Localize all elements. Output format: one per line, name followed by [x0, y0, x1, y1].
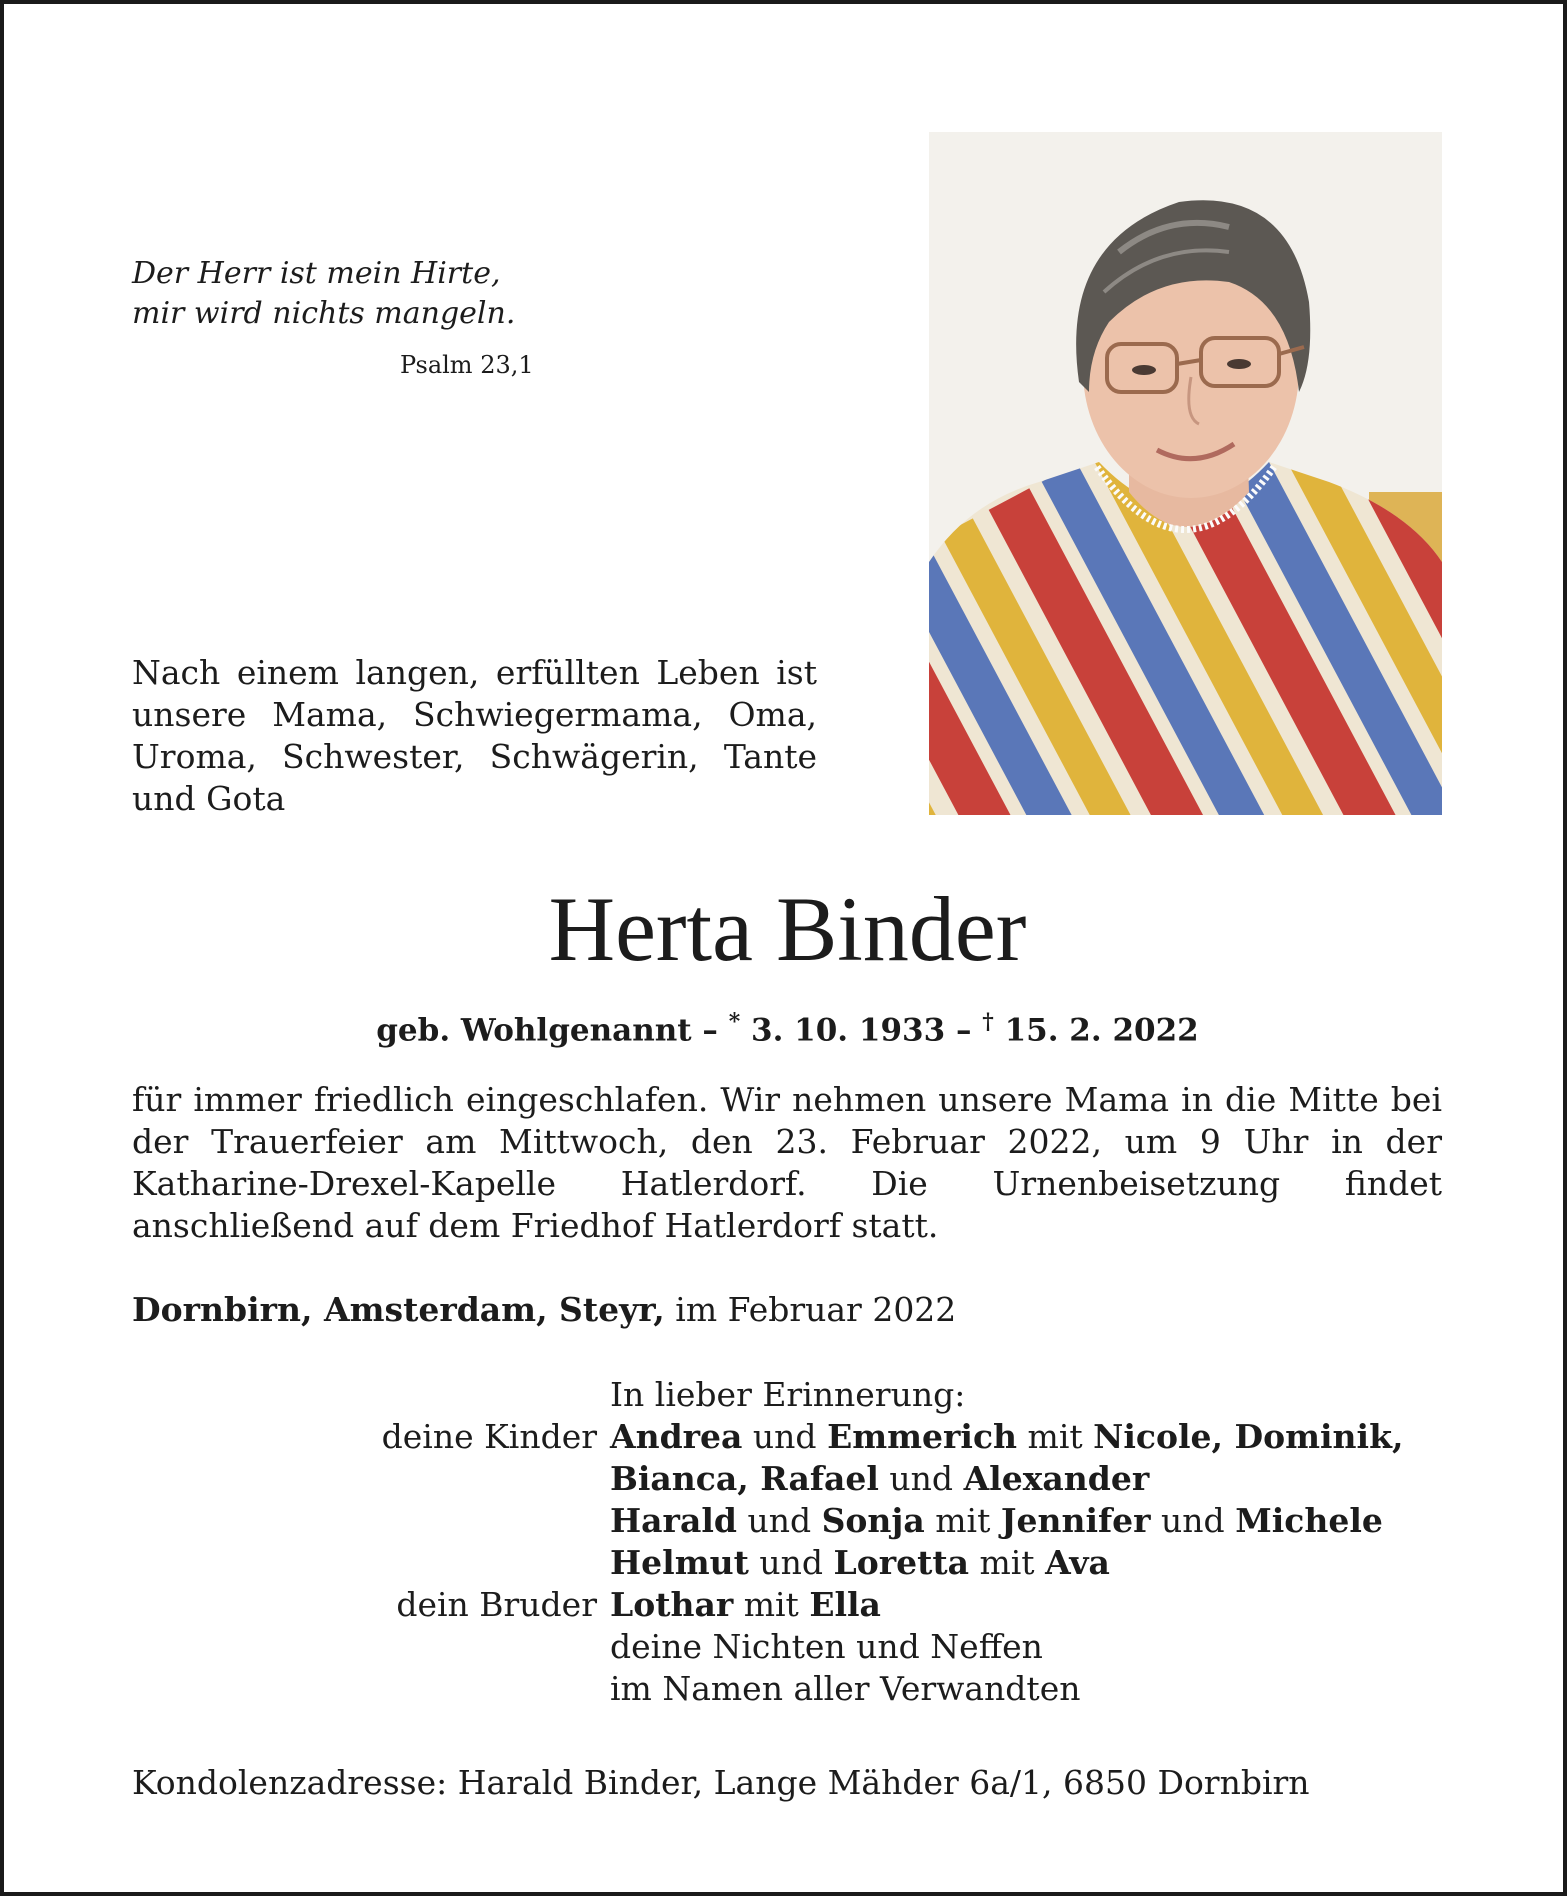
separator: – [691, 1012, 729, 1049]
birth-symbol: * [728, 1009, 741, 1035]
verse-line-1: Der Herr ist mein Hirte, [132, 256, 501, 291]
connector: mit [1017, 1417, 1094, 1456]
connector: mit [968, 1543, 1046, 1582]
mourner-name: Alexander [963, 1459, 1150, 1498]
mourner-line-6: deine Nichten und Neffen [610, 1627, 1043, 1666]
connector: und [736, 1501, 822, 1540]
cities: Dornbirn, Amsterdam, Steyr, [132, 1290, 665, 1329]
connector: mit [733, 1585, 810, 1624]
birth-date: 3. 10. 1933 [740, 1012, 946, 1049]
mourner-line-7: im Namen aller Verwandten [610, 1669, 1081, 1708]
connector: und [742, 1417, 828, 1456]
mourner-line-4 [610, 1542, 1110, 1584]
mourner-name: Ella [809, 1585, 881, 1624]
portrait-illustration [929, 132, 1442, 815]
mourner-name: Emmerich [827, 1417, 1018, 1456]
deceased-name: Herta Binder [548, 878, 1027, 980]
mourner-name: Michele [1235, 1501, 1383, 1540]
mourner-line-3 [610, 1500, 1383, 1542]
mourner-name: Helmut [610, 1543, 749, 1582]
connector: und [748, 1543, 834, 1582]
mourner-line-1 [610, 1416, 1403, 1458]
portrait-photo [929, 132, 1442, 815]
mourner-name: Loretta [833, 1543, 969, 1582]
mourner-name: Andrea [610, 1417, 743, 1456]
children-label: deine Kinder [381, 1417, 597, 1456]
bible-verse [132, 254, 515, 334]
connector: und [1150, 1501, 1236, 1540]
birth-death-line [4, 1002, 1567, 1050]
connector: mit [924, 1501, 1001, 1540]
brother-label: dein Bruder [396, 1585, 597, 1624]
mourner-name: Harald [610, 1501, 737, 1540]
mourner-name: Bianca, Rafael [610, 1459, 879, 1498]
mourner-line-2 [610, 1458, 1149, 1500]
intro-paragraph: Nach einem langen, erfüllten Leben ist unsere Mama, Schwiegermama, Oma, Uroma, Schwester, Schwägerin, Tante und Gota [132, 653, 817, 818]
mourner-name: Nicole, Dominik, [1093, 1417, 1404, 1456]
mourner-name: Sonja [821, 1501, 925, 1540]
verse-reference: Psalm 23,1 [400, 351, 534, 379]
separator: – [945, 1012, 983, 1049]
connector: und [878, 1459, 964, 1498]
funeral-details: für immer friedlich eingeschlafen. Wir nehmen unsere Mama in die Mitte bei der Trauerfeier am Mittwoch, den 23. Februar 2022, um 9 Uhr in der Katharine-Drexel-Kapelle Hatlerdorf. Die Urnenbeisetzung findet anschließend auf dem Friedhof Hatlerdorf statt. [132, 1080, 1442, 1245]
mourner-line-5 [610, 1584, 881, 1626]
place-date-line [132, 1289, 956, 1331]
mourner-name: Ava [1045, 1543, 1110, 1582]
verse-line-2: mir wird nichts mangeln. [132, 296, 516, 331]
death-symbol: † [982, 1009, 994, 1035]
death-date: 15. 2. 2022 [993, 1012, 1199, 1049]
remembrance-title: In lieber Erinnerung: [610, 1375, 966, 1414]
mourner-name: Jennifer [1000, 1501, 1151, 1540]
month-year: im Februar 2022 [664, 1290, 957, 1329]
mourner-name: Lothar [610, 1585, 734, 1624]
birth-name: geb. Wohlgenannt [376, 1012, 692, 1049]
condolence-address: Kondolenzadresse: Harald Binder, Lange Mähder 6a/1, 6850 Dornbirn [132, 1763, 1310, 1802]
